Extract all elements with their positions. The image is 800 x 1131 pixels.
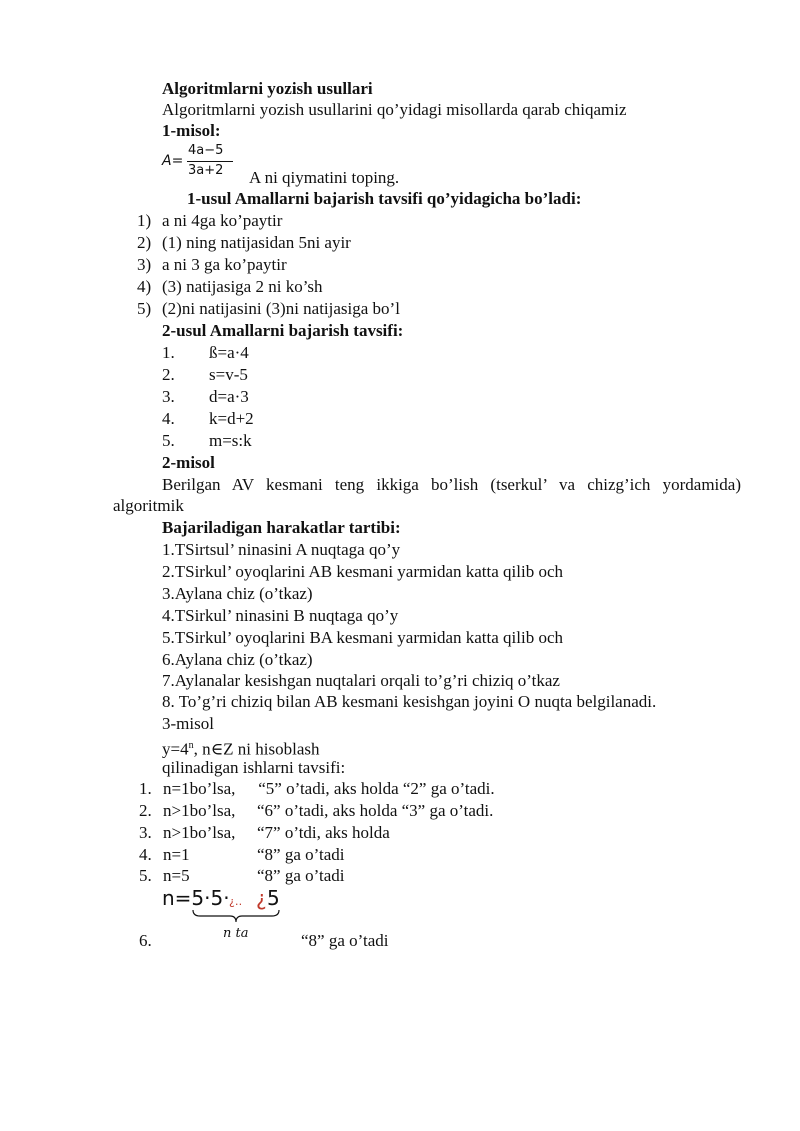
formula-numerator: 4a−5 (188, 143, 224, 158)
example1-heading: 1-misol: (162, 121, 221, 140)
list-item-number: 4. (139, 845, 152, 864)
formula-sup: n (188, 740, 194, 751)
list-item-number: 4. (162, 409, 175, 428)
list-item-condition: n=5 (163, 866, 190, 885)
list-item-number: 5. (162, 431, 175, 450)
formula-denominator: 3a+2 (188, 163, 224, 178)
step-item: 8. To’g’ri chiziq bilan AB kesmani kesishgan joyini O nuqta belgilanadi. (162, 692, 657, 711)
example3-heading: 3-misol (162, 714, 214, 733)
list-item-number: 3. (162, 387, 175, 406)
list-item-number: 3) (137, 255, 152, 274)
method1-heading: 1-usul Amallarni bajarish tavsifi qo’yidagicha bo’ladi: (187, 189, 582, 208)
list-item-number: 6. (139, 931, 152, 950)
product-ellipsis: ¿‥ (229, 895, 243, 908)
list-item-action: “6” o’tadi, aks holda “3” ga o’tadi. (257, 801, 494, 820)
list-item-action: “8” ga o’tadi (257, 866, 345, 885)
step-item: 1.TSirtsul’ ninasini A nuqtaga qo’y (162, 540, 401, 559)
list-item-number: 2. (139, 801, 152, 820)
formula-lhs: A= (162, 153, 184, 169)
list-item: k=d+2 (209, 409, 254, 428)
list-item-number: 4) (137, 277, 152, 296)
list-item-action: “7” o’tdi, aks holda (257, 823, 390, 842)
list-item-number: 2. (162, 365, 175, 384)
step-item: 2.TSirkul’ oyoqlarini AB kesmani yarmidan katta qilib och (162, 562, 564, 581)
step-item: 7.Aylanalar kesishgan nuqtalari orqali to’g’ri chiziq o’tkaz (162, 671, 560, 690)
underbrace-label: n ta (223, 926, 249, 941)
example2-paragraph: Berilgan AV kesmani teng ikkiga bo’lish (tserkul’ va chizg’ich yordamida) (162, 475, 741, 494)
list-item: a ni 3 ga ko’paytir (162, 255, 287, 274)
list-item-action: “8” ga o’tadi (301, 931, 389, 950)
list-item-number: 1. (162, 343, 175, 362)
example2-paragraph-cont: algoritmik (113, 496, 184, 515)
example3-intro: qilinadigan ishlarni tavsifi: (162, 758, 346, 777)
list-item: (2)ni natijasini (3)ni natijasiga bo’l (162, 299, 400, 318)
list-item: (1) ning natijasidan 5ni ayir (162, 233, 351, 252)
underbrace (192, 909, 280, 923)
list-item-number: 1) (137, 211, 152, 230)
list-item: (3) natijasiga 2 ni ko’sh (162, 277, 323, 296)
list-item-number: 1. (139, 779, 152, 798)
example2-subheading: Bajariladigan harakatlar tartibi: (162, 518, 401, 537)
list-item: m=s:k (209, 431, 252, 450)
product-end: 5 (267, 886, 280, 910)
list-item-condition: n>1bo’lsa, (163, 801, 236, 820)
intro-text: Algoritmlarni yozish usullarini qo’yidagi misollarda qarab chiqamiz (162, 100, 627, 119)
list-item: s=v-5 (209, 365, 248, 384)
list-item: d=a·3 (209, 387, 249, 406)
product-marker: ¿ (256, 886, 267, 910)
step-item: 6.Aylana chiz (o’tkaz) (162, 650, 313, 669)
list-item-number: 5. (139, 866, 152, 885)
step-item: 4.TSirkul’ ninasini B nuqtaga qo’y (162, 606, 399, 625)
fraction-bar (187, 161, 233, 162)
list-item-number: 5) (137, 299, 152, 318)
example2-heading: 2-misol (162, 453, 215, 472)
list-item-condition: n>1bo’lsa, (163, 823, 236, 842)
list-item-action: “5” o’tadi, aks holda “2” ga o’tadi. (254, 779, 495, 798)
page-title: Algoritmlarni yozish usullari (162, 79, 373, 98)
formula-base: y=4 (162, 739, 189, 759)
step-item: 5.TSirkul’ oyoqlarini BA kesmani yarmidan katta qilib och (162, 628, 564, 647)
list-item-action: “8” ga o’tadi (257, 845, 345, 864)
list-item-number: 3. (139, 823, 152, 842)
product-lhs: n=5·5· (162, 886, 230, 910)
list-item: a ni 4ga ko’paytir (162, 211, 283, 230)
list-item-number: 2) (137, 233, 152, 252)
step-item: 3.Aylana chiz (o’tkaz) (162, 584, 313, 603)
list-item: ß=a·4 (209, 343, 249, 362)
formula-rest: , n∈Z ni hisoblash (193, 739, 320, 759)
list-item-condition: n=1bo’lsa, (163, 779, 236, 798)
method2-heading: 2-usul Amallarni bajarish tavsifi: (162, 321, 404, 340)
formula-task: A ni qiymatini toping. (249, 168, 400, 187)
list-item-condition: n=1 (163, 845, 190, 864)
